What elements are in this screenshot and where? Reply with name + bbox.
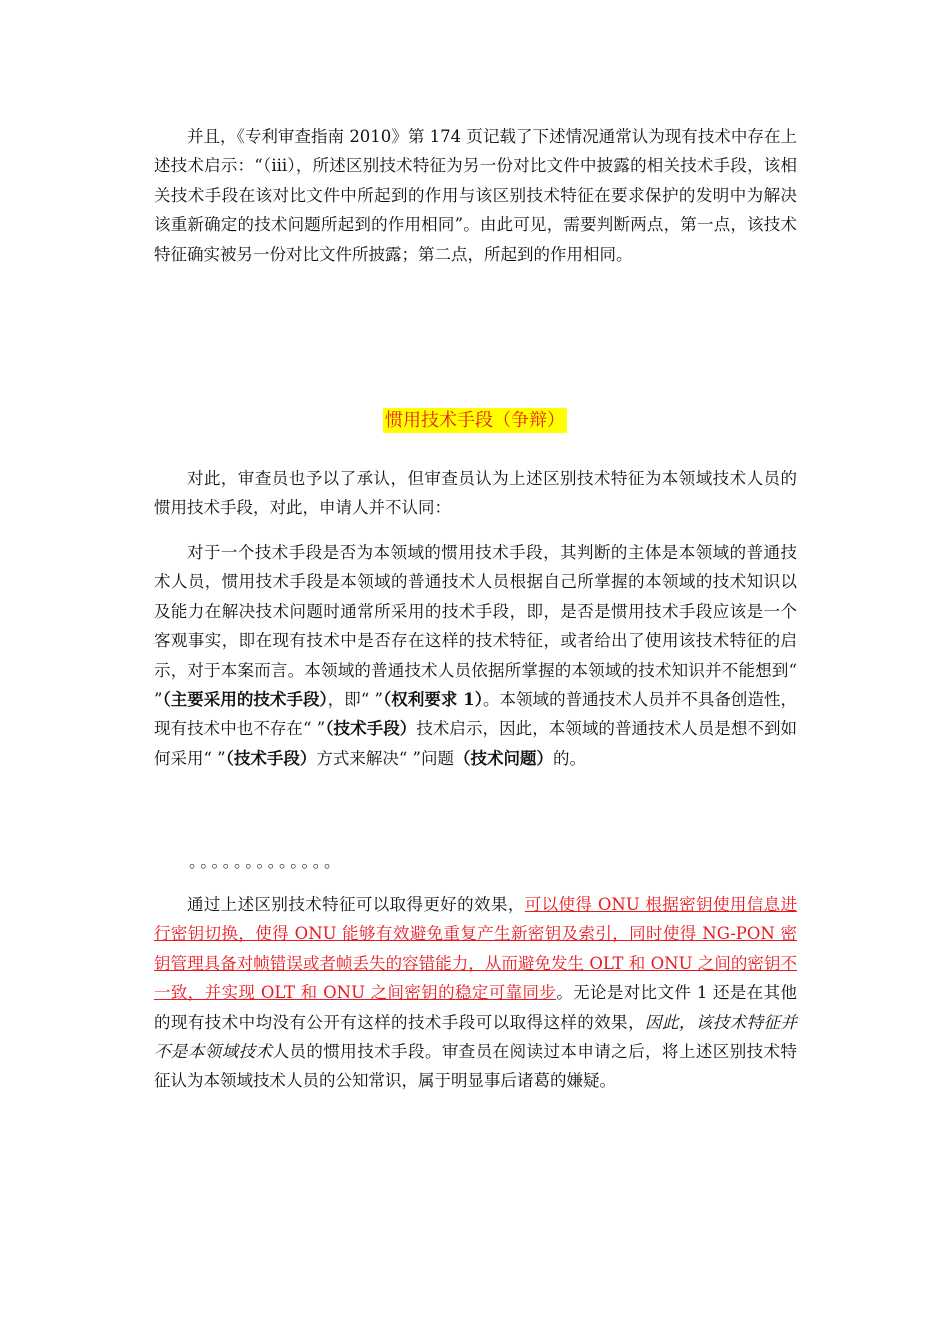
text-run: 方式来解决“ ”问题 — [316, 748, 454, 768]
section-heading-text: 惯用技术手段（争辩） — [385, 410, 565, 431]
italic-text-run: 因此，该技术特征并不是本领域技术 — [154, 1012, 798, 1062]
text-run: 人员的惯用技术手段。审查员在阅读过本申请之后，将上述区别技术特征认为本领域技术人员的公知常识，属于明显事后诸葛的嫌疑。 — [154, 1042, 798, 1091]
red-underlined-text-run: 可以使得 ONU 根据密钥使用信息进行密钥切换，使得 ONU 能够有效避免重复产生新密钥及索引，同时使得 NG-PON 密钥管理具备对帧错误或者帧丢失的容错能力，从而避免发生 OLT 和 ONU 之间的密钥不一致，并实现 OLT 和 ONU 之间密钥的稳定可靠同步 — [154, 895, 797, 1003]
bold-text-run: （技术问题） — [454, 748, 553, 768]
section-heading — [0, 406, 950, 432]
paragraph-guideline-quote: 并且，《专利审查指南 2010》第 174 页记载了下述情况通常认为现有技术中存在上述技术启示：“（iii），所述区别技术特征为另一份对比文件中披露的相关技术手段，该相关技术手段在该对比文件中所起到的作用与该区别技术特征在要求保护的发明中为解决该重新确定的技术问题所起到的作用相同”。由此可见，需要判断两点，第一点，该技术特征确实被另一份对比文件所披露；第二点，所起到的作用相同。 — [154, 127, 797, 264]
ellipsis-dots: 。。。。。。。。。。。。。 — [189, 852, 344, 871]
paragraph-common-means-argument — [154, 538, 797, 773]
text-run: 的。 — [553, 748, 586, 768]
paragraph-effects — [154, 890, 797, 1096]
bold-text-run: （权利要求 1） — [382, 690, 483, 710]
bold-text-run: （技术手段） — [325, 719, 417, 739]
paragraph-examiner-view: 对此，审查员也予以了承认，但审查员认为上述区别技术特征为本领域技术人员的惯用技术手段，对此，申请人并不认同： — [154, 469, 797, 518]
bold-text-run: （技术手段） — [225, 748, 317, 768]
text-run: 。无论是对比文件 1 还是在其他的现有技术中均没有公开有这样的技术手段可以取得这样的效果， — [154, 983, 797, 1032]
text-run: 通过上述区别技术特征可以取得更好的效果， — [187, 895, 525, 914]
bold-text-run: （主要采用的技术手段） — [162, 690, 328, 710]
text-run: 。本领域的普通技术人员并不具备创造性，现有技术中也不存在“ ” — [154, 690, 797, 739]
text-run: 对于一个技术手段是否为本领域的惯用技术手段，其判断的主体是本领域的普通技术人员，惯用技术手段是本领域的普通技术人员根据自己所掌握的本领域的技术知识以及能力在解决技术问题时通常所采用的技术手段，即，是否是惯用技术手段应该是一个客观事实，即在现有技术中是否存在这样的技术特征，或者给出了使用该技术特征的启示，对于本案而言。本领域的普通技术人员依据所掌握的本领域的技术知识并不能想到“ ” — [154, 543, 797, 710]
text-run: ，即“ ” — [327, 690, 383, 710]
text-run: 技术启示，因此，本领域的普通技术人员是想不到如何采用“ ” — [154, 719, 798, 768]
